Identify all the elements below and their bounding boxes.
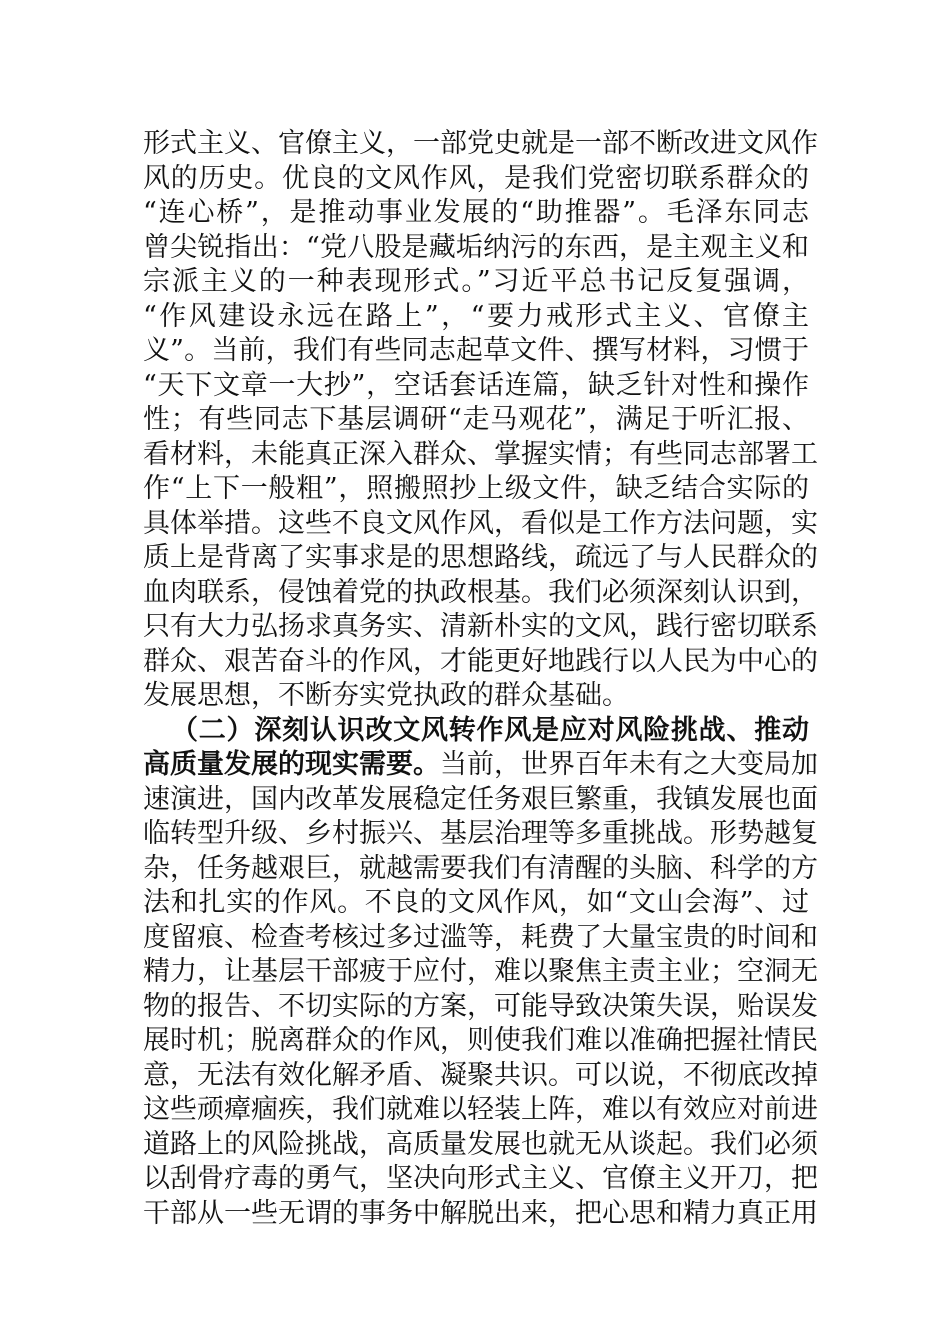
text-line: 风的历史。优良的文风作风，是我们党密切联系群众的 <box>143 162 809 194</box>
text-line: 看材料，未能真正深入群众、掌握实情；有些同志部署工 <box>143 438 818 470</box>
text-line: 性；有些同志下基层调研“走马观花”，满足于听汇报、 <box>143 404 809 435</box>
paragraph-2 <box>143 714 818 1232</box>
text-line: 展时机；脱离群众的作风，则使我们难以准确把握社情民 <box>143 1025 818 1056</box>
text-line: 群众、艰苦奋斗的作风，才能更好地践行以人民为中心的 <box>143 645 818 677</box>
text-line: 意，无法有效化解矛盾、凝聚共识。可以说，不彻底改掉 <box>143 1059 818 1091</box>
section-heading <box>143 714 809 749</box>
text-line: 曾尖锐指出：“党八股是藏垢纳污的东西，是主观主义和 <box>143 231 809 263</box>
text-line: 道路上的风险挑战，高质量发展也就无从谈起。我们必须 <box>143 1128 818 1160</box>
text-line: “作风建设永远在路上”，“要力戒形式主义、官僚主 <box>143 300 809 332</box>
text-line: 义”。当前，我们有些同志起草文件、撰写材料，习惯于 <box>143 335 809 366</box>
text-line: 只有大力弘扬求真务实、清新朴实的文风，践行密切联系 <box>143 611 818 642</box>
text-line: 精力，让基层干部疲于应付，难以聚焦主责主业；空洞无 <box>143 956 818 987</box>
document-page <box>143 127 818 1231</box>
text-line: 速演进，国内改革发展稳定任务艰巨繁重，我镇发展也面 <box>143 783 818 815</box>
text-line: 法和扎实的作风。不良的文风作风，如“文山会海”、过 <box>143 887 809 918</box>
text-line: 具体举措。这些不良文风作风，看似是工作方法问题，实 <box>143 507 818 539</box>
heading-text: （二）深刻认识改文风转作风是应对风险挑战、推动 <box>171 714 809 746</box>
text-line: “天下文章一大抄”，空话套话连篇，缺乏针对性和操作 <box>143 369 809 401</box>
heading-text-cont: 高质量发展的现实需要。 <box>143 749 440 780</box>
text-line: 度留痕、检查考核过多过滥等，耗费了大量宝贵的时间和 <box>143 921 818 953</box>
text-line <box>143 748 818 783</box>
text-line: 宗派主义的一种表现形式。”习近平总书记反复强调， <box>143 266 809 297</box>
text-line: 作“上下一般粗”，照搬照抄上级文件，缺乏结合实际的 <box>143 473 809 504</box>
text-line: 这些顽瘴痼疾，我们就难以轻装上阵，难以有效应对前进 <box>143 1094 818 1125</box>
text-line: 杂，任务越艰巨，就越需要我们有清醒的头脑、科学的方 <box>143 852 818 884</box>
text-line-rest: 当前，世界百年未有之大变局加 <box>440 749 818 780</box>
text-line: 临转型升级、乡村振兴、基层治理等多重挑战。形势越复 <box>143 818 818 849</box>
text-line: 血肉联系，侵蚀着党的执政根基。我们必须深刻认识到， <box>143 576 818 608</box>
text-line: 物的报告、不切实际的方案，可能导致决策失误，贻误发 <box>143 990 818 1022</box>
text-line: 发展思想，不断夯实党执政的群众基础。 <box>143 680 629 711</box>
text-line: “连心桥”，是推动事业发展的“助推器”。毛泽东同志 <box>143 197 809 228</box>
text-line: 以刮骨疗毒的勇气，坚决向形式主义、官僚主义开刀，把 <box>143 1163 818 1194</box>
text-line: 干部从一些无谓的事务中解脱出来，把心思和精力真正用 <box>143 1197 818 1229</box>
paragraph-1 <box>143 127 818 714</box>
text-line: 形式主义、官僚主义，一部党史就是一部不断改进文风作 <box>143 128 818 159</box>
text-line: 质上是背离了实事求是的思想路线，疏远了与人民群众的 <box>143 542 818 573</box>
